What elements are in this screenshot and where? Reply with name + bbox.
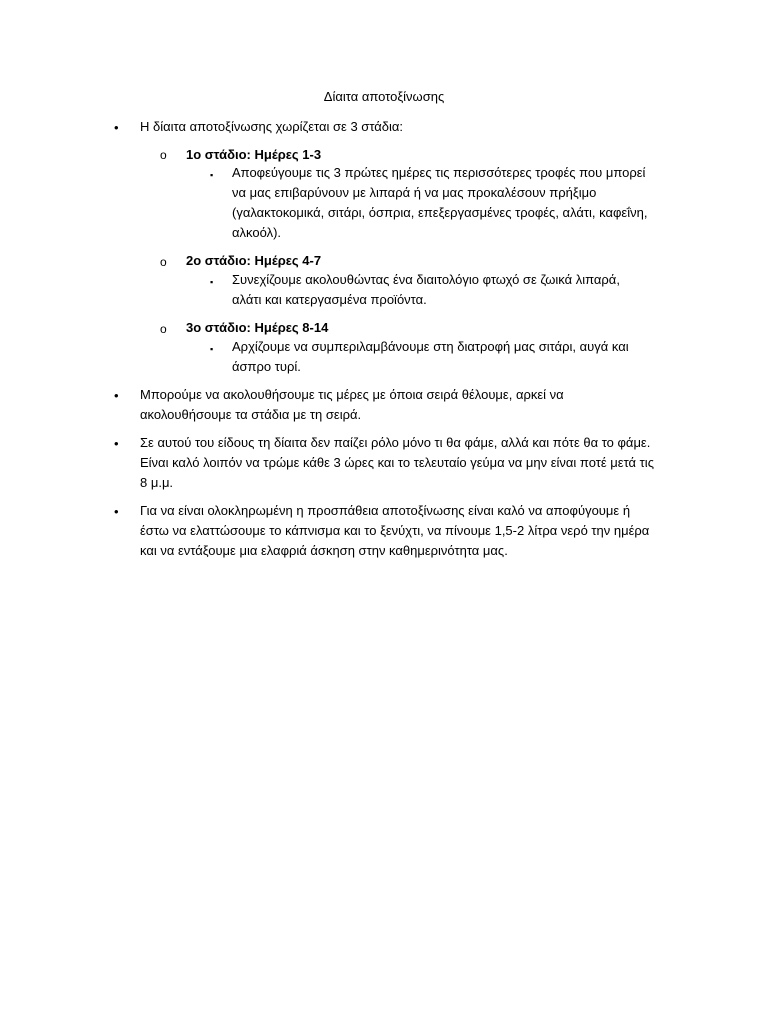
stage-2-heading: 2ο στάδιο: Ημέρες 4-7 [186, 253, 322, 268]
bullet-circle-icon [160, 145, 167, 165]
bullet-square-icon [210, 339, 213, 359]
bullet-circle-icon [160, 319, 167, 339]
stage-2-detail: Συνεχίζουμε ακολουθώντας ένα διαιτολόγιο φτωχό σε ζωικά λιπαρά, αλάτι και κατεργασμένα προϊόντα. [232, 272, 620, 307]
stage-1-heading: 1ο στάδιο: Ημέρες 1-3 [186, 147, 322, 162]
point-1-text: Μπορούμε να ακολουθήσουμε τις μέρες με όποια σειρά θέλουμε, αρκεί να ακολουθήσουμε τα στάδια με τη σειρά. [140, 387, 564, 422]
point-3-text: Για να είναι ολοκληρωμένη η προσπάθεια αποτοξίνωσης είναι καλό να αποφύγουμε ή έστω να ελαττώσουμε το κάπνισμα και το ξενύχτι, να πίνουμε 1,5-2 λίτρα νερό την ημέρα και να εντάξουμε μια ελαφριά άσκηση στην καθημερινότητα μας. [140, 503, 650, 558]
bullet-dot-icon [114, 118, 119, 138]
stage-1-detail: Αποφεύγουμε τις 3 πρώτες ημέρες τις περισσότερες τροφές που μπορεί να μας επιβαρύνουν με λιπαρά ή να μας προκαλέσουν πρήξιμο (γαλακτοκομικά, σιτάρι, όσπρια, επεξεργασμένες τροφές, αλάτι, καφεΐνη, αλκοόλ). [232, 165, 648, 240]
bullet-dot-icon [114, 386, 119, 406]
stage-3-heading: 3ο στάδιο: Ημέρες 8-14 [186, 320, 329, 335]
document-title: Δίαιτα αποτοξίνωσης [323, 89, 445, 104]
stage-3-detail: Αρχίζουμε να συμπεριλαμβάνουμε στη διατροφή μας σιτάρι, αυγά και άσπρο τυρί. [232, 339, 629, 374]
bullet-square-icon [210, 165, 213, 185]
intro-text: Η δίαιτα αποτοξίνωσης χωρίζεται σε 3 στάδια: [140, 119, 404, 134]
bullet-dot-icon [114, 502, 119, 522]
bullet-dot-icon [114, 434, 119, 454]
point-2-text: Σε αυτού του είδους τη δίαιτα δεν παίζει ρόλο μόνο τι θα φάμε, αλλά και πότε θα το φάμε. Είναι καλό λοιπόν να τρώμε κάθε 3 ώρες και το τελευταίο γεύμα να μην είναι ποτέ μετά τις 8 μ.μ. [140, 435, 654, 490]
bullet-square-icon [210, 272, 213, 292]
bullet-circle-icon [160, 252, 167, 272]
